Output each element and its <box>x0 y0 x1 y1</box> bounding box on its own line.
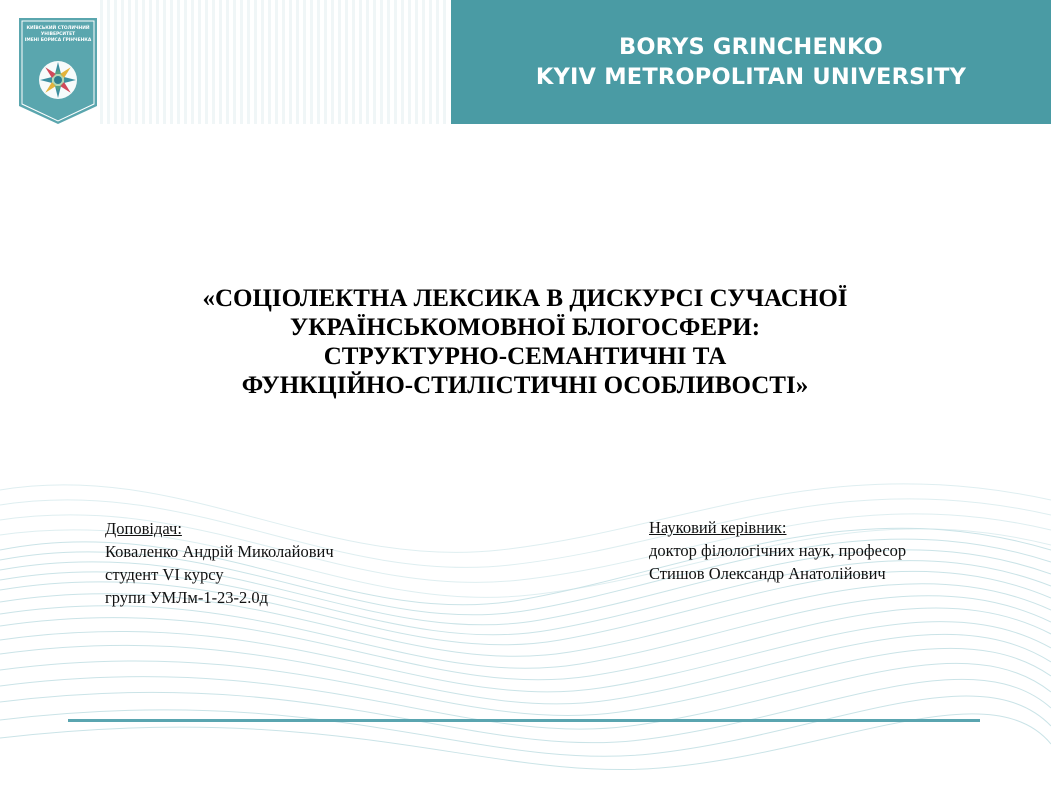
university-name <box>451 32 1051 92</box>
presenter-heading: Доповідач: <box>105 519 182 538</box>
thesis-title-line3: СТРУКТУРНО-СЕМАНТИЧНІ ТА <box>323 343 727 370</box>
thesis-title-line1: «СОЦІОЛЕКТНА ЛЕКСИКА В ДИСКУРСІ СУЧАСНОЇ <box>202 285 848 312</box>
thesis-title-line4: ФУНКЦІЙНО-СТИЛІСТИЧНІ ОСОБЛИВОСТІ» <box>241 372 809 399</box>
presenter-name: Коваленко Андрій Миколайович <box>105 542 334 561</box>
supervisor-degree: доктор філологічних наук, професор <box>649 541 907 560</box>
bottom-divider <box>68 719 980 722</box>
supervisor-block <box>649 516 1029 585</box>
supervisor-heading: Науковий керівник: <box>649 518 787 537</box>
presenter-course: студент VI курсу <box>105 565 224 584</box>
supervisor-name: Стишов Олександр Анатолійович <box>649 564 886 583</box>
presenter-group: групи УМЛм-1-23-2.0д <box>105 588 269 607</box>
university-name-line1: BORYS GRINCHENKO <box>619 34 883 60</box>
presenter-block <box>105 517 465 609</box>
thesis-title <box>90 284 960 400</box>
university-emblem-icon <box>19 18 97 124</box>
wave-decoration <box>0 430 1051 791</box>
university-name-line2: KYIV METROPOLITAN UNIVERSITY <box>535 64 967 90</box>
thesis-title-line2: УКРАЇНСЬКОМОВНОЇ БЛОГОСФЕРИ: <box>289 314 761 341</box>
logo-text: КИЇВСЬКИЙ СТОЛИЧНИЙ УНІВЕРСИТЕТ ІМЕНІ БОРИСА ГРІНЧЕНКА <box>24 26 92 43</box>
header-pattern <box>100 0 450 124</box>
